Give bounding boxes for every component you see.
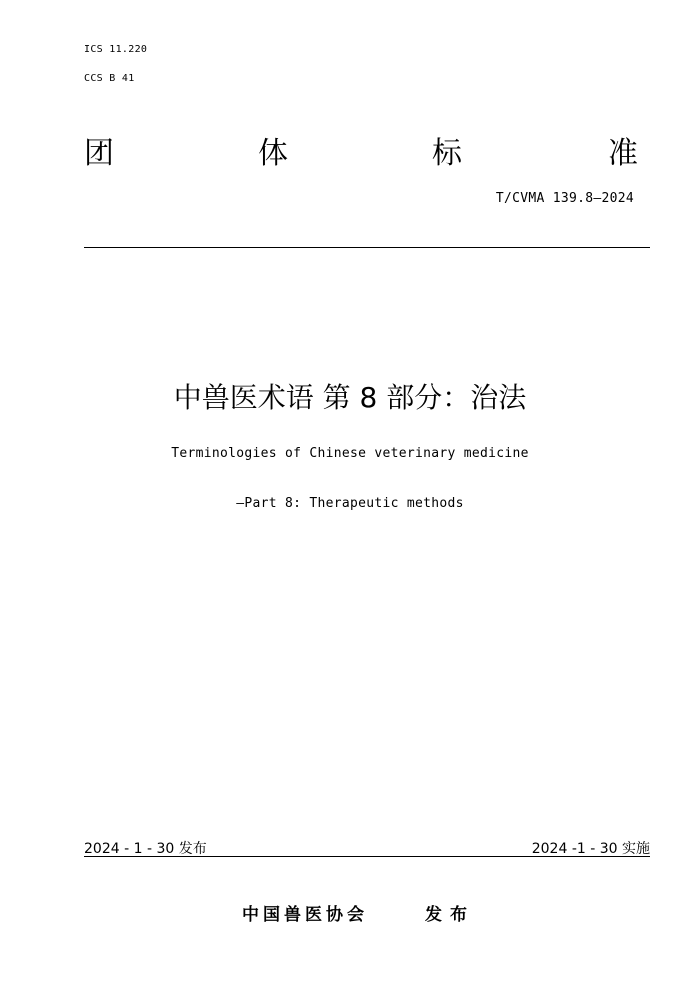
ccs-code: CCS B 41 bbox=[84, 73, 135, 84]
title-english-line-2: —Part 8: Therapeutic methods bbox=[236, 496, 464, 511]
ics-code: ICS 11.220 bbox=[84, 44, 148, 55]
bottom-divider bbox=[84, 856, 650, 857]
title-english-line-1: Terminologies of Chinese veterinary medicine bbox=[171, 446, 529, 461]
standard-type-char-2: 体 bbox=[258, 136, 288, 171]
issue-date: 2024 - 1 - 30 发布 bbox=[84, 841, 207, 857]
standard-type-char-3: 标 bbox=[432, 136, 462, 171]
publish-label: 发布 bbox=[425, 905, 475, 925]
implementation-date: 2024 -1 - 30 实施 bbox=[531, 841, 650, 857]
publisher-name: 中国兽医协会 bbox=[242, 905, 368, 925]
standard-number: T/CVMA 139.8—2024 bbox=[495, 191, 634, 206]
top-divider bbox=[84, 247, 650, 248]
standard-type-char-1: 团 bbox=[84, 136, 114, 171]
title-chinese: 中兽医术语 第 8 部分：治法 bbox=[173, 381, 527, 414]
standard-type-char-4: 准 bbox=[608, 136, 638, 171]
